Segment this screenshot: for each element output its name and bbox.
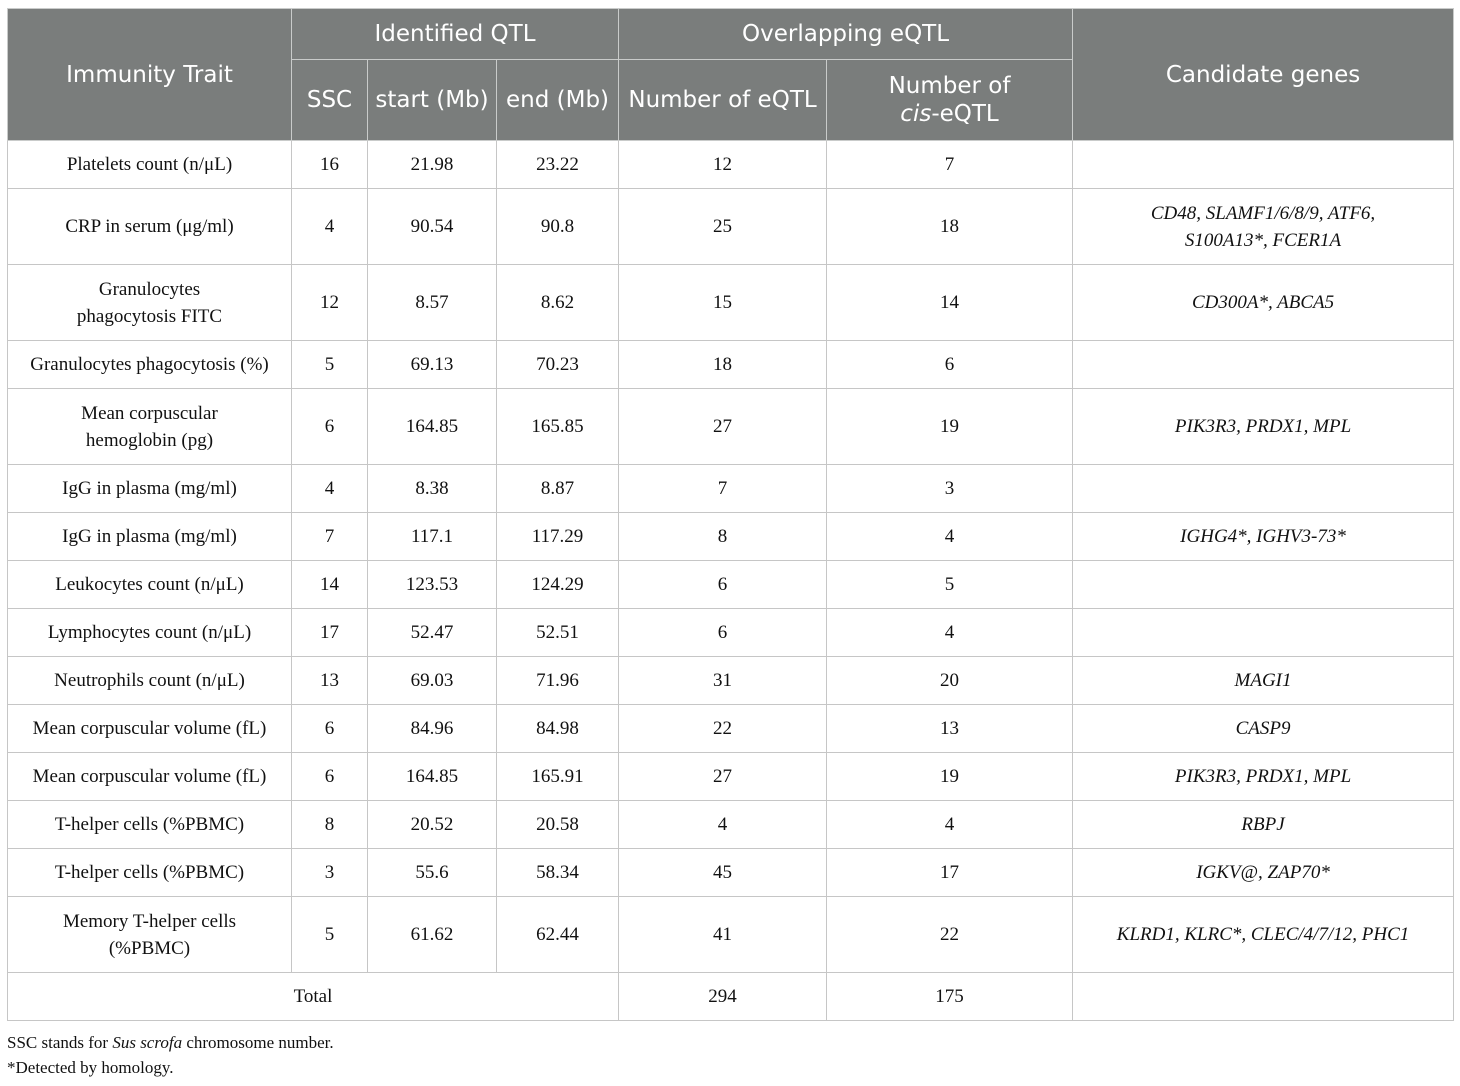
cell-end: 165.85 — [497, 389, 619, 465]
cell-trait: IgG in plasma (mg/ml) — [8, 513, 292, 561]
cell-trait: Memory T-helper cells (%PBMC) — [8, 897, 292, 973]
cell-eqtl: 6 — [619, 609, 827, 657]
cell-start: 8.38 — [368, 465, 497, 513]
cell-eqtl: 12 — [619, 141, 827, 189]
cell-genes: CASP9 — [1073, 705, 1454, 753]
cell-eqtl: 45 — [619, 849, 827, 897]
cell-end: 124.29 — [497, 561, 619, 609]
cell-cis: 13 — [827, 705, 1073, 753]
cell-end: 52.51 — [497, 609, 619, 657]
header-identified-qtl: Identified QTL — [292, 9, 619, 60]
cell-eqtl: 6 — [619, 561, 827, 609]
cell-start: 52.47 — [368, 609, 497, 657]
cell-end: 84.98 — [497, 705, 619, 753]
cell-start: 164.85 — [368, 753, 497, 801]
cell-ssc: 14 — [292, 561, 368, 609]
cell-trait: Neutrophils count (n/μL) — [8, 657, 292, 705]
header-cis-suffix: -eQTL — [931, 101, 999, 127]
table-row — [8, 265, 1454, 341]
cell-start: 20.52 — [368, 801, 497, 849]
total-label: Total — [8, 973, 619, 1021]
cell-trait: Mean corpuscular hemoglobin (pg) — [8, 389, 292, 465]
cell-start: 21.98 — [368, 141, 497, 189]
cell-genes — [1073, 609, 1454, 657]
header-cis-prefix: Number of — [888, 73, 1011, 99]
cell-end: 71.96 — [497, 657, 619, 705]
cell-end: 58.34 — [497, 849, 619, 897]
cell-end: 23.22 — [497, 141, 619, 189]
cell-cis: 22 — [827, 897, 1073, 973]
footnote-homology: *Detected by homology. — [7, 1058, 174, 1077]
table-row — [8, 513, 1454, 561]
cell-genes: IGHG4*, IGHV3-73* — [1073, 513, 1454, 561]
cell-start: 117.1 — [368, 513, 497, 561]
cell-genes: CD300A*, ABCA5 — [1073, 265, 1454, 341]
cell-eqtl: 4 — [619, 801, 827, 849]
cell-genes — [1073, 465, 1454, 513]
cell-ssc: 12 — [292, 265, 368, 341]
cell-cis: 6 — [827, 341, 1073, 389]
cell-ssc: 16 — [292, 141, 368, 189]
table-row — [8, 801, 1454, 849]
header-ssc: SSC — [292, 60, 368, 141]
cell-ssc: 5 — [292, 897, 368, 973]
cell-ssc: 13 — [292, 657, 368, 705]
cell-start: 123.53 — [368, 561, 497, 609]
cell-end: 90.8 — [497, 189, 619, 265]
cell-genes: RBPJ — [1073, 801, 1454, 849]
cell-cis: 4 — [827, 609, 1073, 657]
cell-ssc: 5 — [292, 341, 368, 389]
cell-cis: 19 — [827, 753, 1073, 801]
cell-end: 70.23 — [497, 341, 619, 389]
table-row — [8, 561, 1454, 609]
total-eqtl: 294 — [619, 973, 827, 1021]
table-row — [8, 897, 1454, 973]
cell-ssc: 8 — [292, 801, 368, 849]
cell-trait: Mean corpuscular volume (fL) — [8, 753, 292, 801]
cell-eqtl: 27 — [619, 389, 827, 465]
header-overlapping-eqtl: Overlapping eQTL — [619, 9, 1073, 60]
cell-trait: Granulocytes phagocytosis FITC — [8, 265, 292, 341]
cell-start: 84.96 — [368, 705, 497, 753]
cell-trait: T-helper cells (%PBMC) — [8, 801, 292, 849]
cell-cis: 14 — [827, 265, 1073, 341]
cell-trait: Granulocytes phagocytosis (%) — [8, 341, 292, 389]
header-start: start (Mb) — [368, 60, 497, 141]
cell-cis: 4 — [827, 513, 1073, 561]
cell-start: 8.57 — [368, 265, 497, 341]
cell-genes: IGKV@, ZAP70* — [1073, 849, 1454, 897]
cell-cis: 4 — [827, 801, 1073, 849]
footnote-ssc-prefix: SSC stands for — [7, 1033, 113, 1052]
table-row — [8, 389, 1454, 465]
cell-eqtl: 25 — [619, 189, 827, 265]
cell-genes — [1073, 341, 1454, 389]
cell-ssc: 6 — [292, 705, 368, 753]
cell-cis: 17 — [827, 849, 1073, 897]
cell-cis: 19 — [827, 389, 1073, 465]
cell-start: 69.03 — [368, 657, 497, 705]
cell-eqtl: 7 — [619, 465, 827, 513]
cell-trait: Lymphocytes count (n/μL) — [8, 609, 292, 657]
cell-eqtl: 27 — [619, 753, 827, 801]
cell-cis: 7 — [827, 141, 1073, 189]
cell-ssc: 4 — [292, 189, 368, 265]
table-body — [8, 141, 1454, 1021]
cell-genes: CD48, SLAMF1/6/8/9, ATF6, S100A13*, FCER1A — [1073, 189, 1454, 265]
cell-ssc: 17 — [292, 609, 368, 657]
footnote-ssc — [7, 1033, 334, 1053]
cell-trait: Mean corpuscular volume (fL) — [8, 705, 292, 753]
table-row — [8, 609, 1454, 657]
cell-genes — [1073, 141, 1454, 189]
cell-genes: PIK3R3, PRDX1, MPL — [1073, 753, 1454, 801]
cell-eqtl: 8 — [619, 513, 827, 561]
footnote-ssc-species: Sus scrofa — [112, 1033, 183, 1052]
cell-end: 62.44 — [497, 897, 619, 973]
table-row — [8, 189, 1454, 265]
cell-trait: CRP in serum (μg/ml) — [8, 189, 292, 265]
cell-start: 61.62 — [368, 897, 497, 973]
cell-eqtl: 31 — [619, 657, 827, 705]
cell-ssc: 7 — [292, 513, 368, 561]
cell-cis: 20 — [827, 657, 1073, 705]
cell-genes — [1073, 561, 1454, 609]
cell-eqtl: 22 — [619, 705, 827, 753]
cell-end: 8.87 — [497, 465, 619, 513]
table-row — [8, 141, 1454, 189]
cell-cis: 18 — [827, 189, 1073, 265]
total-cis-eqtl: 175 — [827, 973, 1073, 1021]
cell-start: 90.54 — [368, 189, 497, 265]
cell-ssc: 3 — [292, 849, 368, 897]
cell-start: 69.13 — [368, 341, 497, 389]
header-candidate-genes: Candidate genes — [1073, 9, 1454, 141]
cell-end: 20.58 — [497, 801, 619, 849]
cell-ssc: 6 — [292, 753, 368, 801]
cell-ssc: 6 — [292, 389, 368, 465]
cell-eqtl: 18 — [619, 341, 827, 389]
qtl-table — [7, 8, 1454, 1021]
cell-trait: T-helper cells (%PBMC) — [8, 849, 292, 897]
cell-end: 8.62 — [497, 265, 619, 341]
table-row — [8, 341, 1454, 389]
cell-start: 55.6 — [368, 849, 497, 897]
cell-eqtl: 41 — [619, 897, 827, 973]
cell-end: 165.91 — [497, 753, 619, 801]
cell-cis: 3 — [827, 465, 1073, 513]
cell-genes: KLRD1, KLRC*, CLEC/4/7/12, PHC1 — [1073, 897, 1454, 973]
cell-genes: MAGI1 — [1073, 657, 1454, 705]
total-row — [8, 973, 1454, 1021]
header-cis-italic: cis — [900, 101, 932, 127]
cell-trait: Leukocytes count (n/μL) — [8, 561, 292, 609]
cell-eqtl: 15 — [619, 265, 827, 341]
table-row — [8, 705, 1454, 753]
footnote-ssc-suffix: chromosome number. — [182, 1033, 334, 1052]
table-header — [8, 9, 1454, 141]
cell-trait: Platelets count (n/μL) — [8, 141, 292, 189]
cell-trait: IgG in plasma (mg/ml) — [8, 465, 292, 513]
header-number-of-cis-eqtl — [827, 60, 1073, 141]
total-genes — [1073, 973, 1454, 1021]
header-immunity-trait: Immunity Trait — [8, 9, 292, 141]
table-row — [8, 753, 1454, 801]
table-row — [8, 465, 1454, 513]
cell-end: 117.29 — [497, 513, 619, 561]
cell-ssc: 4 — [292, 465, 368, 513]
cell-cis: 5 — [827, 561, 1073, 609]
header-end: end (Mb) — [497, 60, 619, 141]
cell-start: 164.85 — [368, 389, 497, 465]
table-row — [8, 849, 1454, 897]
header-number-of-eqtl: Number of eQTL — [619, 60, 827, 141]
cell-genes: PIK3R3, PRDX1, MPL — [1073, 389, 1454, 465]
table-row — [8, 657, 1454, 705]
